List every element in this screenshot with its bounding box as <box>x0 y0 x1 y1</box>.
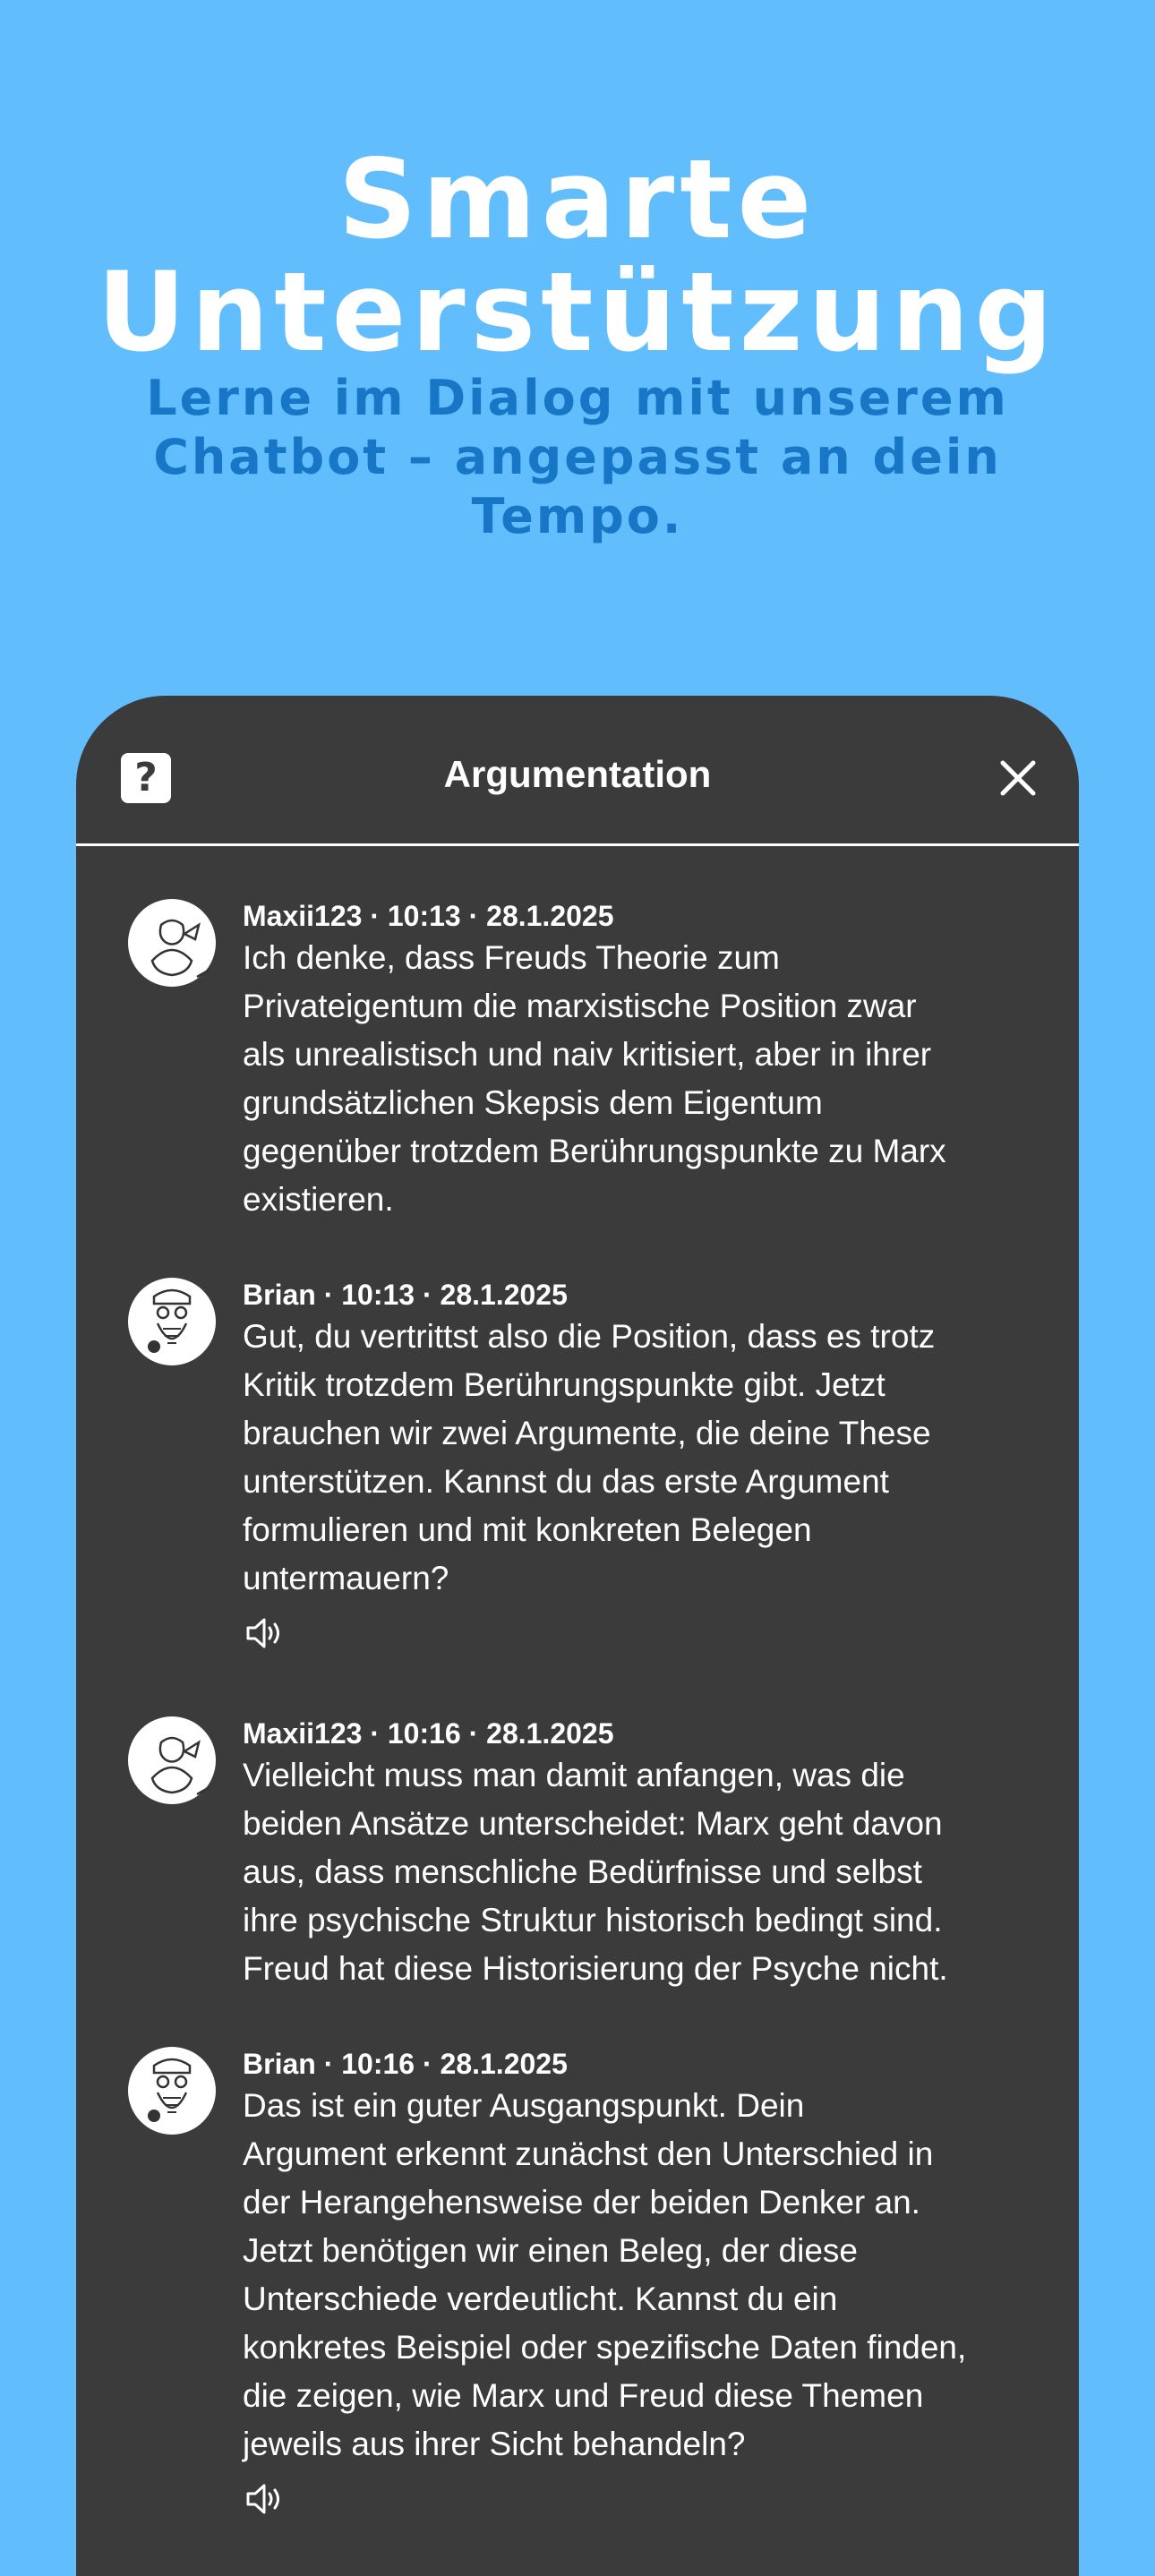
hero-subtitle <box>112 369 1043 546</box>
message-text <box>243 1751 1031 1993</box>
message-line: Gut, du vertrittst also die Position, dass es trotz <box>243 1318 936 1355</box>
message-line: grundsätzlichen Skepsis dem Eigentum <box>243 1084 823 1121</box>
hero-subtitle-line: Lerne im Dialog mit unserem <box>146 370 1009 426</box>
hero-title-line: Unterstützung <box>97 249 1058 376</box>
message-line: formulieren und mit konkreten Belegen <box>243 1511 812 1548</box>
message-meta: Brian · 10:13 · 28.1.2025 <box>243 1279 568 1311</box>
chat-panel <box>76 696 1079 2576</box>
message-meta: Maxii123 · 10:16 · 28.1.2025 <box>243 1717 614 1750</box>
message-line: konkretes Beispiel oder spezifische Daten finden, <box>243 2329 967 2366</box>
message-line: Jetzt benötigen wir einen Beleg, der diese <box>243 2232 858 2269</box>
speaker-icon[interactable] <box>243 1615 286 1651</box>
message-line: Freud hat diese Historisierung der Psyche nicht. <box>243 1950 948 1987</box>
hero-title-line: Smarte <box>338 136 817 263</box>
message-line: existieren. <box>243 1181 394 1218</box>
message-line: ihre psychische Struktur historisch bedingt sind. <box>243 1902 943 1938</box>
message-line: Ich denke, dass Freuds Theorie zum <box>243 939 780 976</box>
chat-header <box>76 696 1079 846</box>
message-line: Unterschiede verdeutlicht. Kannst du ein <box>243 2281 838 2317</box>
message-line: Privateigentum die marxistische Position zwar <box>243 988 917 1024</box>
message-body <box>243 2046 1031 2520</box>
chat-title: Argumentation <box>443 753 712 795</box>
message-line: die zeigen, wie Marx und Freud diese Themen <box>243 2377 924 2414</box>
user-avatar-icon[interactable] <box>127 898 217 988</box>
message-line: Kritik trotzdem Berührungspunkte gibt. Jetzt <box>243 1366 886 1403</box>
message-line: jeweils aus ihrer Sicht behandeln? <box>243 2426 746 2462</box>
hero-title <box>0 136 1155 376</box>
message-line: Vielleicht muss man damit anfangen, was die <box>243 1757 905 1793</box>
message-line: Argument erkennt zunächst den Unterschied in <box>243 2135 934 2172</box>
hero-subtitle-line: Tempo. <box>471 488 684 544</box>
message-line: unterstützen. Kannst du das erste Argument <box>243 1463 889 1500</box>
message-line: Das ist ein guter Ausgangspunkt. Dein <box>243 2087 805 2124</box>
message-body <box>243 1716 1031 1993</box>
bot-avatar-icon[interactable] <box>127 2046 217 2135</box>
message-body <box>243 1277 1031 1655</box>
message-line: untermauern? <box>243 1560 449 1596</box>
message-line: als unrealistisch und naiv kritisiert, aber in ihrer <box>243 1036 932 1073</box>
message-body <box>243 898 1031 1224</box>
close-icon[interactable] <box>995 755 1041 801</box>
message-meta: Maxii123 · 10:13 · 28.1.2025 <box>243 900 614 932</box>
message-meta: Brian · 10:16 · 28.1.2025 <box>243 2048 568 2080</box>
hero <box>0 136 1155 546</box>
bot-avatar-icon[interactable] <box>127 1277 217 1366</box>
message-line: der Herangehensweise der beiden Denker an. <box>243 2184 920 2221</box>
question-mark-icon[interactable]: ? <box>121 753 171 803</box>
hero-subtitle-line: Chatbot – angepasst an dein <box>153 429 1002 485</box>
message-text <box>243 1313 1031 1603</box>
user-avatar-icon[interactable] <box>127 1716 217 1805</box>
message-text <box>243 934 1031 1224</box>
message-line: aus, dass menschliche Bedürfnisse und selbst <box>243 1853 922 1890</box>
message-line: gegenüber trotzdem Berührungspunkte zu Marx <box>243 1133 946 1169</box>
message-line: beiden Ansätze unterscheidet: Marx geht davon <box>243 1805 943 1842</box>
message-line: brauchen wir zwei Argumente, die deine These <box>243 1415 931 1451</box>
message-text <box>243 2082 1031 2469</box>
speaker-icon[interactable] <box>243 2481 286 2517</box>
